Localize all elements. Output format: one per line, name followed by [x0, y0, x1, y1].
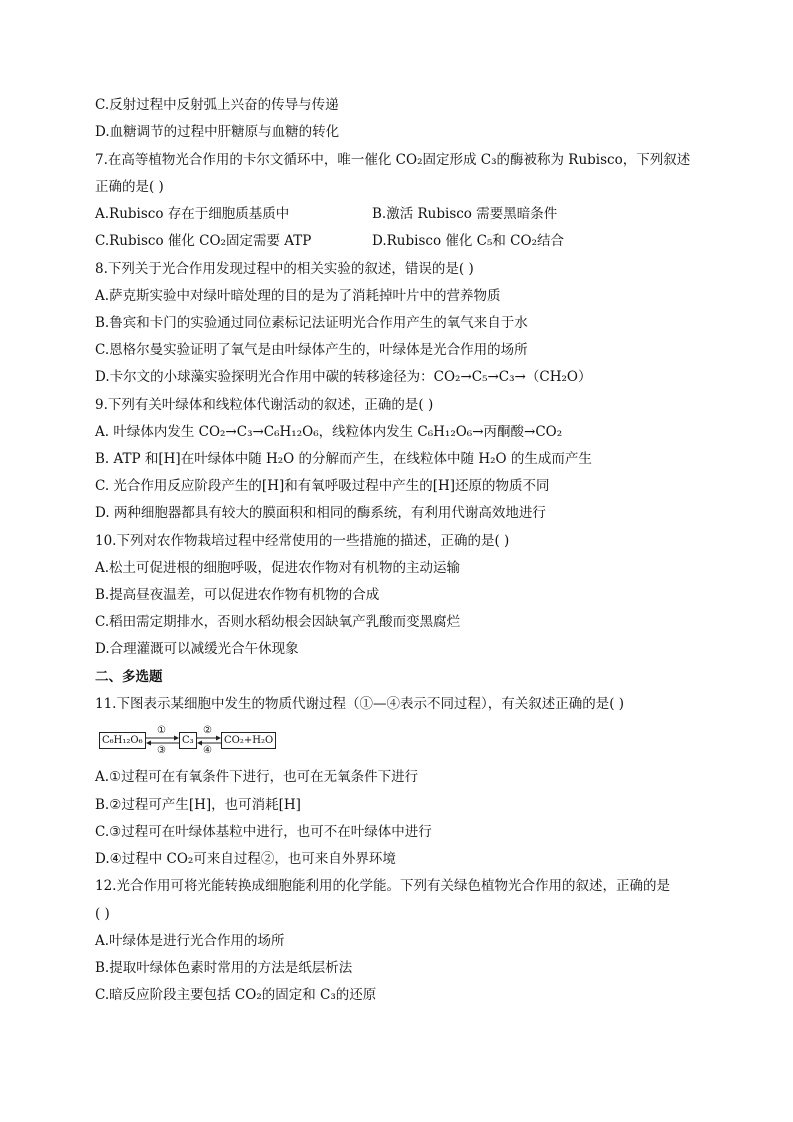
option-8c: C.恩格尔曼实验证明了氧气是由叶绿体产生的，叶绿体是光合作用的场所: [95, 342, 528, 358]
question-12-stem-cont: ( ): [95, 906, 110, 922]
option-11a: A.①过程可在有氧条件下进行，也可在无氧条件下进行: [95, 769, 419, 785]
question-7-stem-cont: 正确的是( ): [95, 179, 164, 195]
question-9-stem: 9.下列有关叶绿体和线粒体代谢活动的叙述，正确的是( ): [95, 397, 434, 413]
metabolism-diagram: [99, 727, 279, 757]
box-glucose: C₆H₁₂O₆: [99, 732, 146, 749]
option-6d: D.血糖调节的过程中肝糖原与血糖的转化: [95, 124, 340, 140]
option-11b: B.②过程可产生[H]，也可消耗[H]: [95, 797, 301, 813]
option-12b: B.提取叶绿体色素时常用的方法是纸层析法: [95, 960, 353, 976]
option-9c: C. 光合作用反应阶段产生的[H]和有氧呼吸过程中产生的[H]还原的物质不同: [95, 478, 550, 494]
box-co2-h2o: CO₂+H₂O: [221, 732, 276, 749]
label-process-3: ③: [157, 745, 166, 756]
option-11d: D.④过程中 CO₂可来自过程②，也可来自外界环境: [95, 851, 396, 867]
option-6c: C.反射过程中反射弧上兴奋的传导与传递: [95, 97, 339, 113]
question-8-stem: 8.下列关于光合作用发现过程中的相关实验的叙述，错误的是( ): [95, 261, 474, 277]
option-8b: B.鲁宾和卡门的实验通过同位素标记法证明光合作用产生的氧气来自于水: [95, 315, 528, 331]
option-9d: D. 两种细胞器都具有较大的膜面积和相同的酶系统，有利用代谢高效地进行: [95, 505, 546, 521]
option-9b: B. ATP 和[H]在叶绿体中随 H₂O 的分解而产生，在线粒体中随 H₂O 的生成而产生: [95, 451, 592, 467]
option-11c: C.③过程可在叶绿体基粒中进行，也可不在叶绿体中进行: [95, 824, 432, 840]
label-process-4: ④: [203, 745, 212, 756]
option-10b: B.提高昼夜温差，可以促进农作物有机物的合成: [95, 587, 380, 603]
question-7-stem: 7.在高等植物光合作用的卡尔文循环中，唯一催化 CO₂固定形成 C₃的酶被称为 Rubisco，下列叙述: [95, 152, 691, 168]
label-process-2: ②: [203, 725, 212, 736]
option-10d: D.合理灌溉可以减缓光合午休现象: [95, 641, 299, 657]
option-12a: A.叶绿体是进行光合作用的场所: [95, 933, 285, 949]
option-10a: A.松土可促进根的细胞呼吸，促进农作物对有机物的主动运输: [95, 560, 461, 576]
option-7b: B.激活 Rubisco 需要黑暗条件: [372, 206, 558, 222]
option-7c: C.Rubisco 催化 CO₂固定需要 ATP: [95, 233, 312, 249]
section-heading-multiple-choice: 二、多选题: [95, 669, 163, 685]
option-12c: C.暗反应阶段主要包括 CO₂的固定和 C₃的还原: [95, 987, 377, 1003]
box-c3: C₃: [179, 732, 197, 749]
option-9a: A. 叶绿体内发生 CO₂→C₃→C₆H₁₂O₆，线粒体内发生 C₆H₁₂O₆→丙酮酸→CO₂: [95, 424, 563, 440]
option-7d: D.Rubisco 催化 C₅和 CO₂结合: [372, 233, 564, 249]
question-11-stem: 11.下图表示某细胞中发生的物质代谢过程（①—④表示不同过程），有关叙述正确的是( ): [95, 696, 625, 712]
option-7a: A.Rubisco 存在于细胞质基质中: [95, 206, 290, 222]
option-8a: A.萨克斯实验中对绿叶暗处理的目的是为了消耗掉叶片中的营养物质: [95, 288, 501, 304]
option-8d: D.卡尔文的小球藻实验探明光合作用中碳的转移途径为：CO₂→C₅→C₃→（CH₂O）: [95, 369, 592, 385]
label-process-1: ①: [157, 725, 166, 736]
question-10-stem: 10.下列对农作物栽培过程中经常使用的一些措施的描述，正确的是( ): [95, 533, 510, 549]
option-10c: C.稻田需定期排水，否则水稻幼根会因缺氧产乳酸而变黑腐烂: [95, 614, 461, 630]
question-12-stem: 12.光合作用可将光能转换成细胞能利用的化学能。下列有关绿色植物光合作用的叙述，正确的是: [95, 878, 670, 894]
